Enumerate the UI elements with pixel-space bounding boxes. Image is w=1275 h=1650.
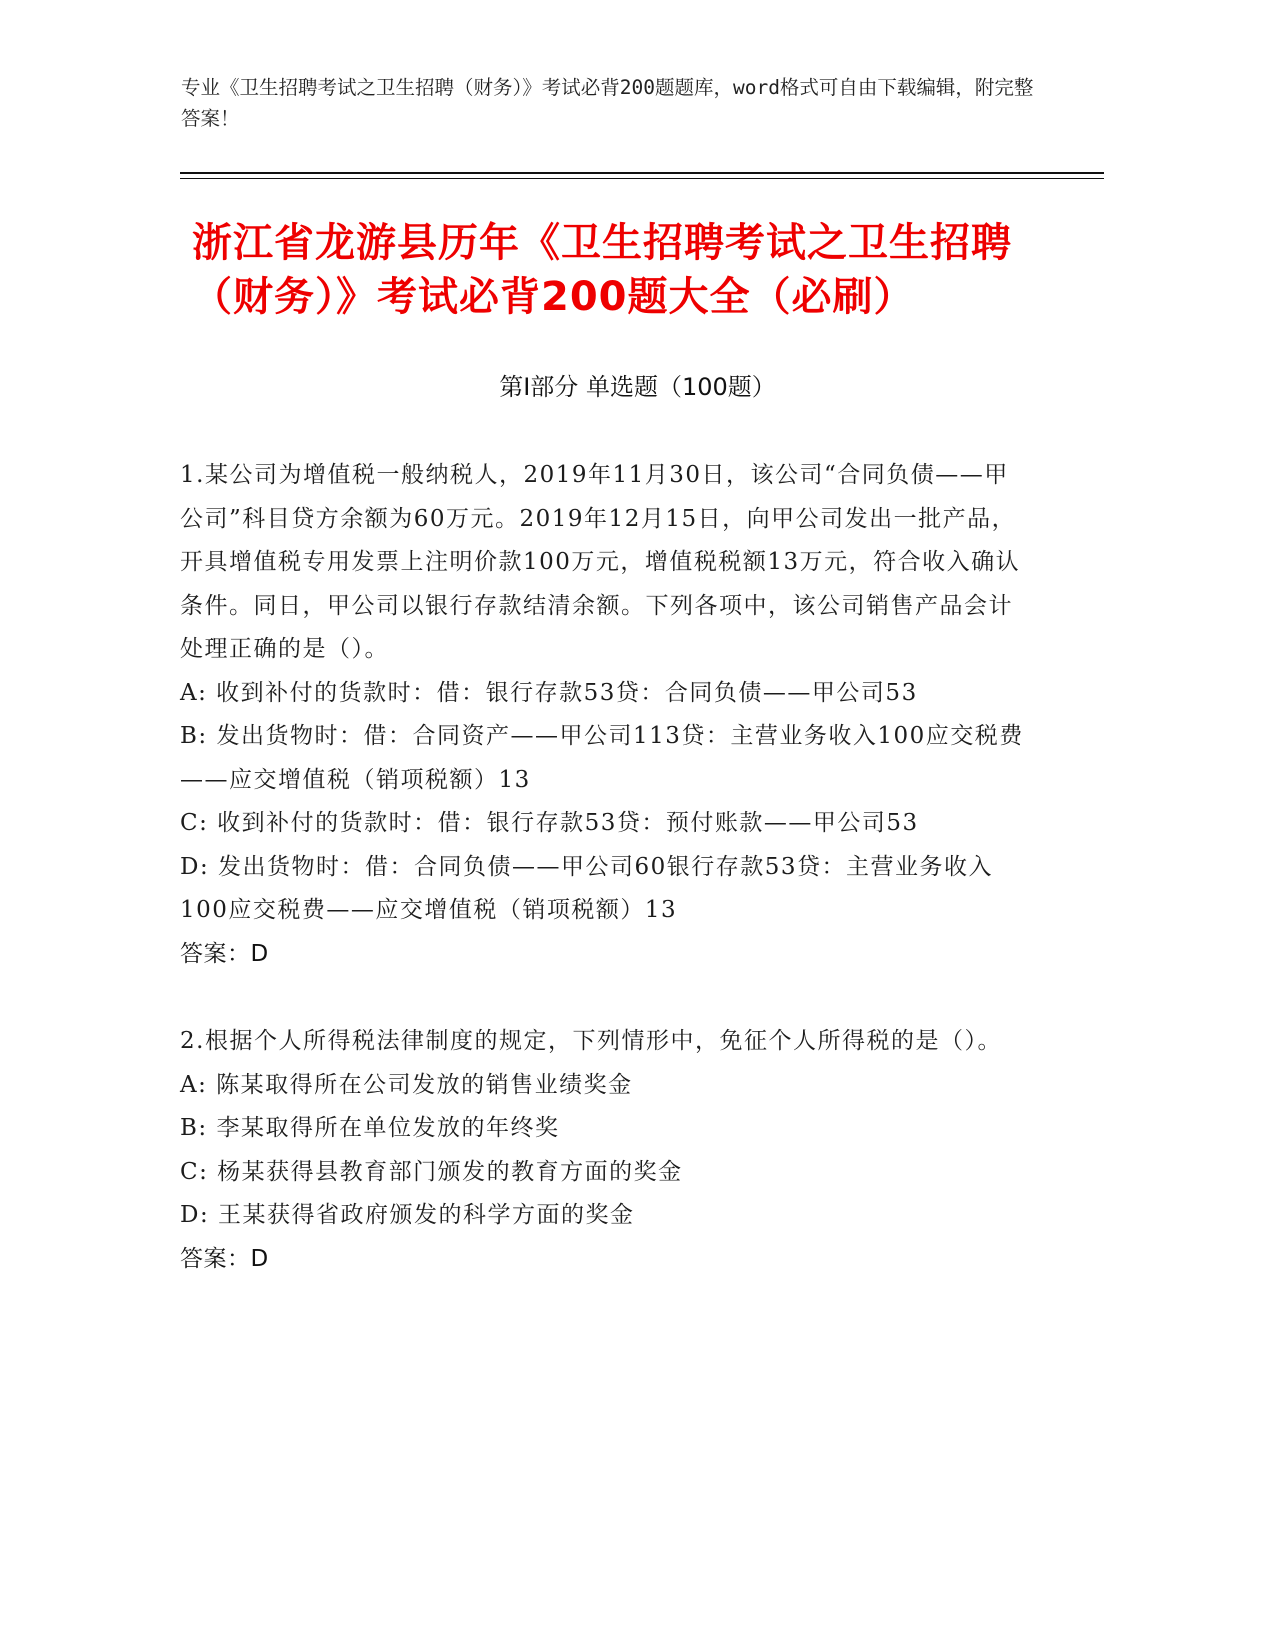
answer: 答案：D [180, 940, 269, 967]
header-divider-thick [180, 172, 1104, 174]
header-note: 专业《卫生招聘考试之卫生招聘（财务）》考试必背200题题库，word格式可自由下载编辑，附完整答案！ [181, 76, 1034, 130]
option-c: C: 收到补付的货款时：借：银行存款53贷：预付账款——甲公司53 [180, 810, 919, 836]
section-title: 第I部分 单选题（100题） [499, 373, 776, 401]
option-b: B: 发出货物时：借：合同资产——甲公司113贷：主营业务收入100应交税费——应交增值税（销项税额）13 [180, 723, 1024, 793]
question-1 [180, 454, 1030, 976]
option-a: A: 陈某取得所在公司发放的销售业绩奖金 [180, 1071, 633, 1098]
option-c: C: 杨某获得县教育部门颁发的教育方面的奖金 [180, 1158, 683, 1185]
option-b: B: 李某取得所在单位发放的年终奖 [180, 1115, 560, 1141]
question-2 [180, 1020, 1030, 1281]
answer: 答案：D [180, 1245, 269, 1272]
option-a: A: 收到补付的货款时：借：银行存款53贷：合同负债——甲公司53 [180, 679, 918, 706]
option-d: D: 王某获得省政府颁发的科学方面的奖金 [180, 1202, 635, 1228]
question-stem: 1.某公司为增值税一般纳税人，2019年11月30日，该公司“合同负债——甲公司”科目贷方余额为60万元。2019年12月15日，向甲公司发出一批产品，开具增值税专用发票上注明价款100万元，增值税税额13万元，符合收入确认条件。同日，甲公司以银行存款结清余额。下列各项中，该公司销售产品会计处理正确的是（）。 [180, 462, 1021, 662]
header-divider-thin [180, 178, 1104, 179]
document-title: 浙江省龙游县历年《卫生招聘考试之卫生招聘（财务）》考试必背200题大全（必刷） [192, 220, 1012, 320]
question-stem: 2.根据个人所得税法律制度的规定，下列情形中，免征个人所得税的是（）。 [180, 1028, 1002, 1054]
option-d: D: 发出货物时：借：合同负债——甲公司60银行存款53贷：主营业务收入100应交税费——应交增值税（销项税额）13 [180, 853, 994, 923]
